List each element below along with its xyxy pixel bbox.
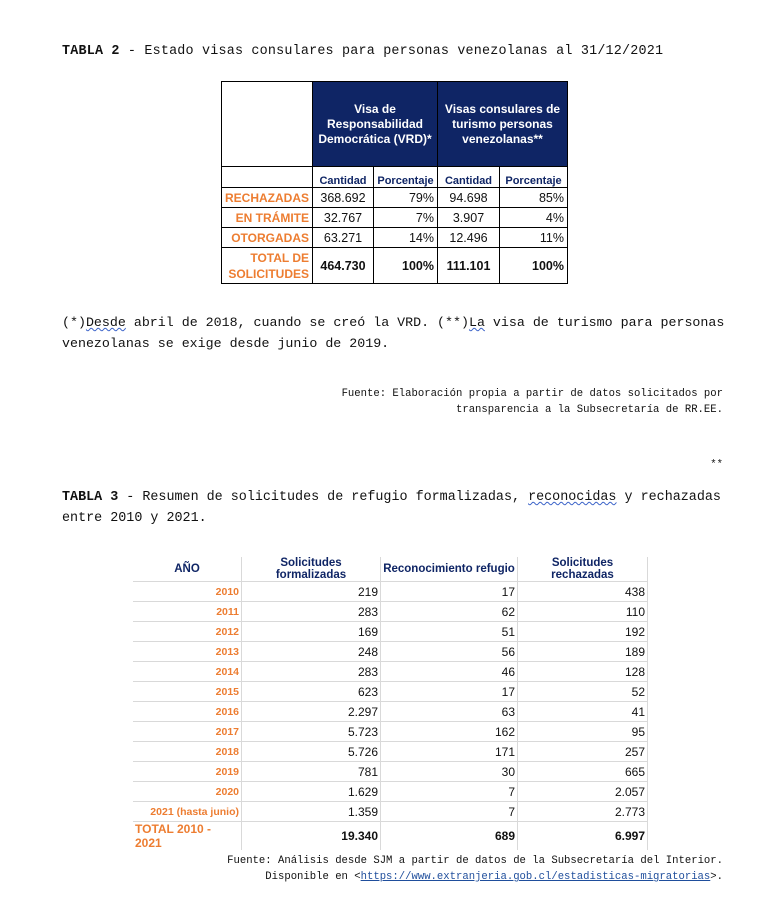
tabla3-title-text: - Resumen de solicitudes de refugio formalizadas, <box>118 490 529 505</box>
tabla2-title-text: - Estado visas consulares para personas venezolanas al 31/12/2021 <box>119 44 664 59</box>
tabla3-total-cell: 6.997 <box>518 822 648 851</box>
table-row <box>133 682 648 702</box>
tabla3-year-label: 2010 <box>133 582 242 602</box>
tabla3-cell: 5.726 <box>242 742 381 762</box>
tabla3-cell: 219 <box>242 582 381 602</box>
table-row <box>133 602 648 622</box>
table-row <box>133 762 648 782</box>
table-row <box>133 702 648 722</box>
tabla3-year-label: 2015 <box>133 682 242 702</box>
source-tabla3 <box>227 853 723 885</box>
tabla2-row-label: RECHAZADAS <box>222 188 313 208</box>
tabla3-cell: 41 <box>518 702 648 722</box>
tabla2-cell: 7% <box>374 208 438 228</box>
tabla2-header-turismo <box>438 82 568 167</box>
tabla3-year-label: 2021 (hasta junio) <box>133 802 242 822</box>
footnote <box>62 312 742 354</box>
tabla3-cell: 5.723 <box>242 722 381 742</box>
tabla3-year-label: 2013 <box>133 642 242 662</box>
tabla3-cell: 7 <box>381 802 518 822</box>
tabla3-year-label: 2020 <box>133 782 242 802</box>
tabla3-total-cell: 19.340 <box>242 822 381 851</box>
tabla2-header-vrd-line1: Visa de <box>354 101 396 116</box>
tabla3-cell: 623 <box>242 682 381 702</box>
tabla3-cell: 62 <box>381 602 518 622</box>
tabla2-row-otorgadas <box>222 228 568 248</box>
footnote-spellcheck-word: La <box>468 315 485 330</box>
tabla2-cell: 100% <box>500 248 568 284</box>
tabla3-header-formalizadas: Solicitudes formalizadas <box>242 557 381 582</box>
tabla2-cell: 11% <box>500 228 568 248</box>
tabla2-cell: 100% <box>374 248 438 284</box>
tabla2-subheader-porcentaje-vrd: Porcentaje <box>374 167 438 188</box>
tabla2-cell: 79% <box>374 188 438 208</box>
tabla3-cell: 51 <box>381 622 518 642</box>
tabla3-cell: 128 <box>518 662 648 682</box>
source-tabla2 <box>342 386 723 418</box>
source-tabla3-line2 <box>227 869 723 885</box>
tabla2-header-tur-line2: turismo personas <box>452 116 553 131</box>
footnote-part: abril de 2018, cuando se creó la VRD. (**) <box>125 315 469 330</box>
tabla2-cell: 85% <box>500 188 568 208</box>
tabla3-cell: 1.359 <box>242 802 381 822</box>
table-row <box>133 642 648 662</box>
tabla3-year-label: 2012 <box>133 622 242 642</box>
table-row <box>133 742 648 762</box>
tabla3-header-rechazadas: Solicitudes rechazadas <box>518 557 648 582</box>
tabla3-cell: 95 <box>518 722 648 742</box>
source-tabla3-line1: Fuente: Análisis desde SJM a partir de datos de la Subsecretaría del Interior. <box>227 855 723 867</box>
tabla2-title <box>62 44 663 59</box>
footnote-part: visa de turismo para personas venezolanas se exige desde junio de 2019. <box>62 315 725 351</box>
tabla2-subheader-cantidad-tur: Cantidad <box>438 167 500 188</box>
source-tabla3-text: Disponible en < <box>265 871 361 883</box>
tabla3-cell: 283 <box>242 602 381 622</box>
tabla2-cell: 32.767 <box>313 208 374 228</box>
tabla2-cell: 464.730 <box>313 248 374 284</box>
footnote-part: (*) <box>62 315 86 330</box>
tabla3-cell: 283 <box>242 662 381 682</box>
tabla2-total-label <box>222 248 313 284</box>
tabla2-subheader-empty <box>222 167 313 188</box>
tabla2-cell: 368.692 <box>313 188 374 208</box>
tabla2-cell: 12.496 <box>438 228 500 248</box>
table-row <box>133 582 648 602</box>
tabla3-cell: 438 <box>518 582 648 602</box>
tabla3-cell: 46 <box>381 662 518 682</box>
tabla2-header-row <box>222 82 568 167</box>
tabla3-year-label: 2019 <box>133 762 242 782</box>
tabla3-cell: 171 <box>381 742 518 762</box>
tabla3-cell: 192 <box>518 622 648 642</box>
tabla2-subheader-porcentaje-tur: Porcentaje <box>500 167 568 188</box>
tabla3-total-label: TOTAL 2010 - 2021 <box>133 822 242 851</box>
tabla3-title-text: y rechazadas entre 2010 y 2021. <box>62 490 721 526</box>
tabla2-row-en-tramite <box>222 208 568 228</box>
tabla2-total-label-line1: TOTAL DE <box>250 250 309 265</box>
tabla2-subheader-row <box>222 167 568 188</box>
tabla2-cell: 3.907 <box>438 208 500 228</box>
table-row <box>133 622 648 642</box>
tabla3-cell: 665 <box>518 762 648 782</box>
source-tabla2-line1: Fuente: Elaboración propia a partir de datos solicitados por <box>341 388 723 400</box>
tabla2-total-label-line2: SOLICITUDES <box>228 266 309 281</box>
tabla3-cell: 7 <box>381 782 518 802</box>
double-asterisk-marker: ** <box>710 459 723 471</box>
source-link[interactable]: https://www.extranjeria.gob.cl/estadisticas-migratorias <box>360 871 711 883</box>
tabla2-header-tur-line1: Visas consulares de <box>444 101 561 116</box>
source-tabla2-line2: transparencia a la Subsecretaría de RR.EE. <box>455 404 723 416</box>
footnote-spellcheck-word: Desde <box>85 315 126 330</box>
tabla3-cell: 17 <box>381 582 518 602</box>
tabla2-row-rechazadas <box>222 188 568 208</box>
tabla2-subheader-cantidad-vrd: Cantidad <box>313 167 374 188</box>
tabla2-table <box>221 81 568 284</box>
tabla2-cell: 63.271 <box>313 228 374 248</box>
tabla3-title <box>62 487 722 529</box>
tabla3-cell: 189 <box>518 642 648 662</box>
tabla3-header-reconocimiento: Reconocimiento refugio <box>381 557 518 582</box>
tabla2-row-label: OTORGADAS <box>222 228 313 248</box>
tabla3-cell: 2.057 <box>518 782 648 802</box>
tabla2-cell: 4% <box>500 208 568 228</box>
tabla3-cell: 110 <box>518 602 648 622</box>
tabla3-cell: 17 <box>381 682 518 702</box>
tabla3-total-row <box>133 822 648 851</box>
tabla3-cell: 52 <box>518 682 648 702</box>
table-row <box>133 662 648 682</box>
tabla2-header-vrd-line2: Responsabilidad <box>326 116 424 131</box>
tabla3-cell: 2.297 <box>242 702 381 722</box>
tabla2-row-label: EN TRÁMITE <box>222 208 313 228</box>
tabla3-title-bold: TABLA 3 <box>62 490 119 505</box>
tabla3-cell: 30 <box>381 762 518 782</box>
tabla2-header-tur-line3: venezolanas** <box>462 131 543 146</box>
tabla2-header-vrd-line3: Democrática (VRD)* <box>318 131 432 146</box>
tabla3-total-cell: 689 <box>381 822 518 851</box>
tabla3-year-label: 2014 <box>133 662 242 682</box>
tabla3-year-label: 2017 <box>133 722 242 742</box>
table-row <box>133 722 648 742</box>
tabla3-header-row <box>133 557 648 582</box>
tabla3-body <box>133 582 648 822</box>
tabla2-cell: 111.101 <box>438 248 500 284</box>
tabla3-cell: 162 <box>381 722 518 742</box>
tabla2-cell: 14% <box>374 228 438 248</box>
tabla2-title-bold: TABLA 2 <box>62 44 120 59</box>
source-tabla3-text: >. <box>710 871 723 883</box>
tabla3-title-spellcheck-word: reconocidas <box>528 490 617 505</box>
table-row <box>133 802 648 822</box>
tabla2-header-vrd <box>313 82 438 167</box>
tabla3-cell: 257 <box>518 742 648 762</box>
tabla3-cell: 169 <box>242 622 381 642</box>
tabla3-year-label: 2018 <box>133 742 242 762</box>
tabla3-cell: 63 <box>381 702 518 722</box>
tabla3-header-ano: AÑO <box>133 557 242 582</box>
tabla2-row-total <box>222 248 568 284</box>
tabla3-cell: 781 <box>242 762 381 782</box>
tabla3-cell: 2.773 <box>518 802 648 822</box>
tabla3-cell: 56 <box>381 642 518 662</box>
tabla3-cell: 248 <box>242 642 381 662</box>
tabla3-cell: 1.629 <box>242 782 381 802</box>
tabla2-cell: 94.698 <box>438 188 500 208</box>
tabla3-table <box>133 557 648 850</box>
tabla3-year-label: 2011 <box>133 602 242 622</box>
table-row <box>133 782 648 802</box>
tabla3-year-label: 2016 <box>133 702 242 722</box>
tabla2-empty-corner <box>222 82 313 167</box>
